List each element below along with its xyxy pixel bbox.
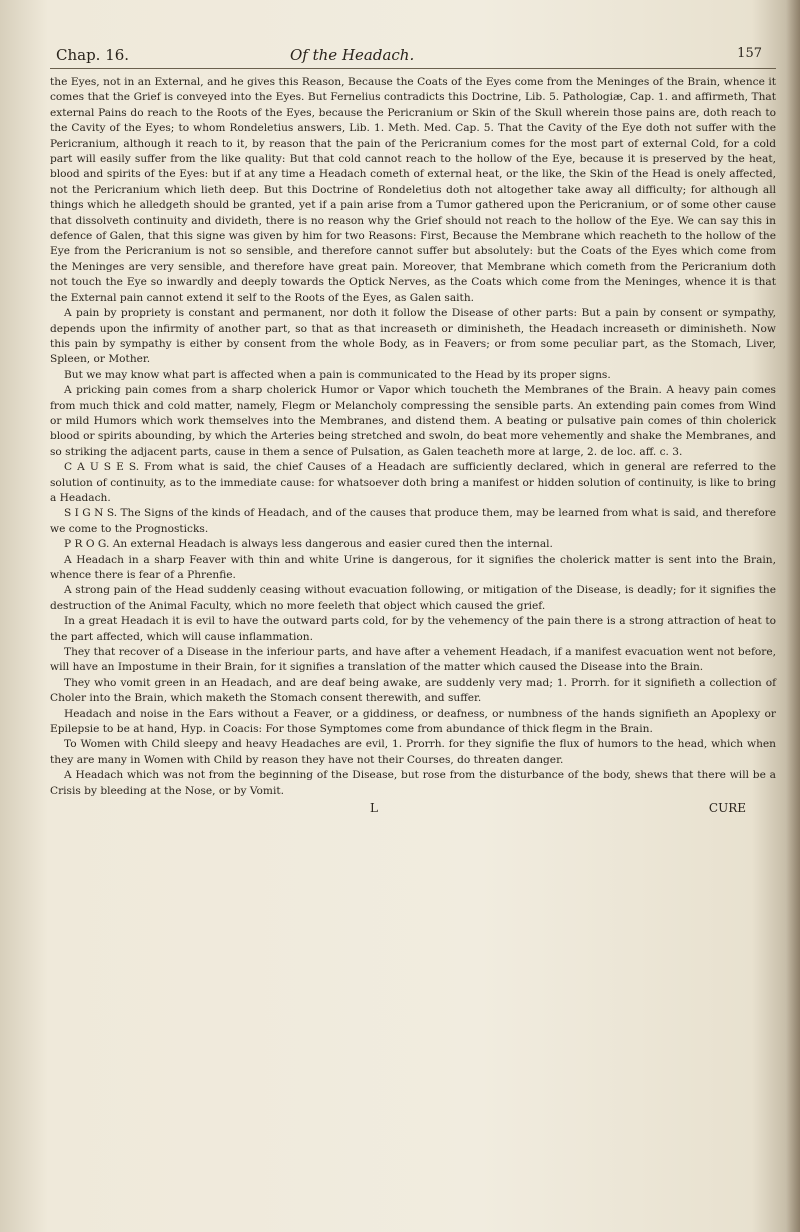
paragraph: They that recover of a Disease in the inferiour parts, and have after a vehement Headach, if a manifest evacuation went not before, will have an Impostume in their Brain, for it signifies a translation of the matter which caused the Disease into the Brain. <box>50 646 776 674</box>
paragraph: In a great Headach it is evil to have the outward parts cold, for by the vehemency of the pain there is a strong attraction of heat to the part affected, which will cause inflammation. <box>50 615 776 643</box>
paragraph: A strong pain of the Head suddenly ceasing without evacuation following, or mitigation of the Disease, is deadly; for it signifies the destruction of the Animal Faculty, which no more feeleth that object which caused the grief. <box>50 584 776 612</box>
paragraph: P R O G. An external Headach is always less dangerous and easier cured then the internal. <box>64 538 553 551</box>
paragraph: the Eyes, not in an External, and he gives this Reason, Because the Coats of the Eyes come from the Meninges of the Brain, whence it comes that the Grief is conveyed into the Eyes. But Fernelius contradicts this Doctrine, Lib. 5. Pathologiæ, Cap. 1. and affirmeth, That external Pains do reach to the Roots of the Eyes, because the Pericranium or Skin of the Skull wherein those pains are, doth reach to the Cavity of the Eyes; to whom Rondeletius answers, Lib. 1. Meth. Med. Cap. 5. That the Cavity of the Eye doth not suffer with the Pericranium, although it reach to it, by reason that the pain of the Pericranium comes for the most part of external Cold, for a cold part will easily suffer from the like quality: But that cold cannot reach to the hollow of the Eye, because it is preserved by the heat, blood and spirits of the Eyes: but if at any time a Headach cometh of external heat, or the like, the Skin of the Head is onely affected, not the Pericranium which lieth deep. But this Doctrine of Rondeletius doth not altogether take away all difficulty; for although all things which he alledgeth should be granted, yet if a pain arise from a Tumor gathered upon the Pericranium, or of some other cause that dissolveth continuity and divideth, there is no reason why the Grief should not reach to the hollow of the Eye. We can say this in defence of Galen, that this signe was given by him for two Reasons: First, Because the Membrane which reacheth to the hollow of the Eye from the Pericranium is not so sensible, and therefore cannot suffer but absolutely: but the Coats of the Eyes which come from the Meninges are very sensible, and therefore have great pain. Moreover, that Membrane which cometh from the Pericranium doth not touch the Eye so inwardly and deeply towards the Optick Nerves, as the Coats which come from the Meninges, whence it is that the External pain cannot extend it self to the Roots of the Eyes, as Galen saith. <box>50 76 776 304</box>
paragraph: A Headach which was not from the beginning of the Disease, but rose from the disturbance of the body, shews that there will be a Crisis by bleeding at the Nose, or by Vomit. <box>50 769 776 797</box>
paragraph: S I G N S. The Signs of the kinds of Headach, and of the causes that produce them, may be learned from what is said, and therefore we come to the Prognosticks. <box>50 507 776 535</box>
paragraph: They who vomit green in an Headach, and are deaf being awake, are suddenly very mad; 1. Prorrh. for it signifieth a collection of Choler into the Brain, which maketh the Stomach consent therewith, and suffer. <box>50 676 776 705</box>
paragraph: To Women with Child sleepy and heavy Headaches are evil, 1. Prorrh. for they signifie the flux of humors to the head, which when they are many in Women with Child by reason they have not their Courses, do threaten danger. <box>50 738 776 766</box>
paragraph: Headach and noise in the Ears without a Feaver, or a giddiness, or deafness, or numbness of the hands signifieth an Apoplexy or Epilepsie to be at hand, Hyp. in Coacis: For those Symptomes come from abundance of thick flegm in the Brain. <box>50 707 776 736</box>
signature-mark: L <box>370 801 378 816</box>
running-title: Of the Headach. <box>290 46 415 64</box>
paragraph: But we may know what part is affected when a pain is communicated to the Head by its proper signs. <box>64 368 611 381</box>
page-footer <box>50 801 776 821</box>
paragraph: A pain by propriety is constant and permanent, nor doth it follow the Disease of other parts: But a pain by consent or sympathy, depends upon the infirmity of another part, so that as that increaseth or diminisheth, the Headach increaseth or diminisheth. Now this pain by sympathy is either by consent from the whole Body, as in Feavers; or from some peculiar part, as the Stomach, Liver, Spleen, or Mother. <box>50 307 776 366</box>
page-number: 157 <box>737 46 762 61</box>
running-header <box>50 44 776 69</box>
binding-shadow <box>786 0 800 1232</box>
catchword: CURE <box>708 801 746 816</box>
paragraph: A Headach in a sharp Feaver with thin and white Urine is dangerous, for it signifies the cholerick matter is sent into the Brain, whence there is fear of a Phrenfie. <box>50 553 776 581</box>
paragraph: A pricking pain comes from a sharp cholerick Humor or Vapor which toucheth the Membranes of the Brain. A heavy pain comes from much thick and cold matter, namely, Flegm or Melancholy compressing the sensible parts. An extending pain comes from Wind or mild Humors which work themselves into the Membranes, and distend them. A beating or pulsative pain comes of thin cholerick blood or spirits abounding, by which the Arteries being stretched and swoln, do beat more vehemently and shake the Membranes, and so striking the adjacent parts, cause in them a sence of Pulsation, as Galen teacheth more at large, 2. de loc. aff. c. 3. <box>50 384 776 458</box>
chapter-label: Chap. 16. <box>56 46 130 64</box>
paragraph: C A U S E S. From what is said, the chief Causes of a Headach are sufficiently declared, which in general are referred to the solution of continuity, as to the immediate cause: for whatsoever doth bring a manifest or hidden solution of continuity, is like to bring a Headach. <box>50 461 776 504</box>
body-text <box>50 75 776 799</box>
